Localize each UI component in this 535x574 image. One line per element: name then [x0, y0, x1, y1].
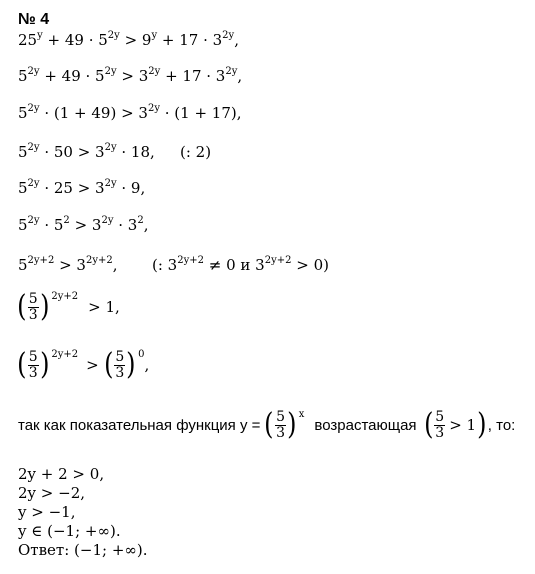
exponent: 2y	[222, 30, 235, 41]
term: >	[86, 355, 99, 374]
step-2	[18, 66, 243, 85]
exponent: 2y+2	[51, 291, 79, 302]
exponent: 2	[137, 215, 144, 226]
term: · 50 > 3	[39, 143, 105, 161]
exponent: 0	[138, 349, 145, 360]
right-paren: )	[287, 407, 297, 443]
term: > 9	[119, 31, 152, 49]
exponent: 2y	[27, 215, 40, 226]
step-7	[18, 255, 118, 274]
numerator: 5	[28, 291, 38, 307]
final-3: y > −1,	[18, 503, 76, 521]
final-1: 2y + 2 > 0,	[18, 465, 105, 483]
term: 5	[18, 104, 28, 122]
left-paren: (	[264, 407, 274, 443]
final-4: y ∈ (−1; +∞).	[18, 522, 121, 540]
term: + 49 · 5	[42, 31, 108, 49]
step-7-note	[152, 255, 329, 274]
step-8	[16, 289, 120, 325]
term: · 9,	[116, 179, 146, 197]
exponent: 2y	[27, 103, 40, 114]
term: + 17 · 3	[160, 67, 226, 85]
term: 5	[18, 216, 28, 234]
right-paren: )	[477, 407, 487, 443]
right-paren: )	[39, 289, 50, 325]
step-4-note: (: 2)	[180, 143, 212, 161]
term: ,	[237, 67, 243, 85]
exponent: 2y	[27, 142, 40, 153]
exponent: 2	[63, 215, 70, 226]
text: так как показательная функция y =	[18, 416, 261, 434]
denominator: 3	[435, 424, 445, 441]
fraction-5-3	[114, 350, 125, 380]
term: · 5	[39, 216, 64, 234]
exponent: 2y+2	[177, 255, 204, 266]
denominator: 3	[276, 424, 286, 441]
left-paren: (	[17, 289, 27, 325]
left-paren: (	[423, 407, 434, 443]
exponent: y	[151, 30, 158, 41]
final-2: 2y > −2,	[18, 484, 86, 502]
step-9	[16, 347, 150, 383]
numerator: 5	[276, 409, 286, 425]
right-paren: )	[39, 347, 50, 383]
left-paren: (	[103, 347, 114, 383]
exponent: 2y	[27, 178, 40, 189]
term: > 0)	[291, 256, 329, 274]
term: + 49 · 5	[39, 67, 105, 85]
term: > 3	[54, 256, 86, 274]
exponent: x	[298, 409, 305, 420]
step-5	[18, 178, 146, 197]
denominator: 3	[28, 364, 38, 381]
term: ,	[144, 355, 150, 374]
term: ,	[112, 256, 118, 274]
left-paren: (	[17, 347, 27, 383]
term: 5	[18, 143, 28, 161]
term: · 3	[113, 216, 138, 234]
term: · 18,	[116, 143, 155, 161]
answer: Ответ: (−1; +∞).	[18, 541, 148, 559]
numerator: 5	[28, 349, 38, 365]
exponent: y	[37, 30, 43, 41]
exponent: 2y	[147, 103, 160, 114]
term: 5	[18, 256, 28, 274]
fraction-5-3	[434, 410, 445, 440]
exponent: 2y	[225, 66, 238, 77]
problem-title: № 4	[18, 11, 50, 28]
term: > 1	[449, 415, 477, 434]
term: 5	[18, 67, 28, 85]
exponent: 2y	[27, 66, 40, 77]
term: > 3	[116, 67, 149, 85]
step-3	[18, 103, 242, 122]
exponent: 2y+2	[27, 255, 55, 266]
exponent: 2y	[104, 142, 117, 153]
exponent: 2y+2	[264, 255, 292, 266]
term: ,	[143, 216, 149, 234]
term: · (1 + 17),	[159, 104, 242, 122]
term: ,	[234, 31, 239, 49]
term: · (1 + 49) > 3	[39, 104, 148, 122]
exponent: 2y	[104, 178, 117, 189]
exponent: 2y	[101, 215, 114, 226]
step-1	[18, 30, 239, 49]
text: , то:	[487, 416, 516, 434]
term: (: 3	[152, 256, 178, 274]
numerator: 5	[435, 409, 445, 425]
fraction-5-3	[275, 410, 286, 440]
exponent: 2y+2	[85, 255, 113, 266]
term: > 3	[69, 216, 102, 234]
exponent: 2y	[148, 66, 161, 77]
term: > 1,	[88, 297, 120, 316]
term: · 25 > 3	[39, 179, 105, 197]
numerator: 5	[115, 349, 125, 365]
fraction-5-3	[28, 350, 39, 380]
right-paren: )	[126, 347, 136, 383]
term: 5	[18, 179, 28, 197]
exponent: 2y	[104, 66, 117, 77]
fraction-5-3	[28, 292, 39, 322]
denominator: 3	[115, 364, 125, 381]
term: 25	[18, 31, 38, 49]
term: + 17 · 3	[157, 31, 223, 49]
step-10	[18, 407, 516, 443]
denominator: 3	[28, 306, 38, 323]
step-6	[18, 215, 149, 234]
exponent: 2y	[107, 30, 120, 41]
exponent: 2y+2	[51, 349, 79, 360]
step-4	[18, 142, 155, 161]
term: ≠ 0 и 3	[203, 256, 265, 274]
text: возрастающая	[314, 416, 417, 434]
